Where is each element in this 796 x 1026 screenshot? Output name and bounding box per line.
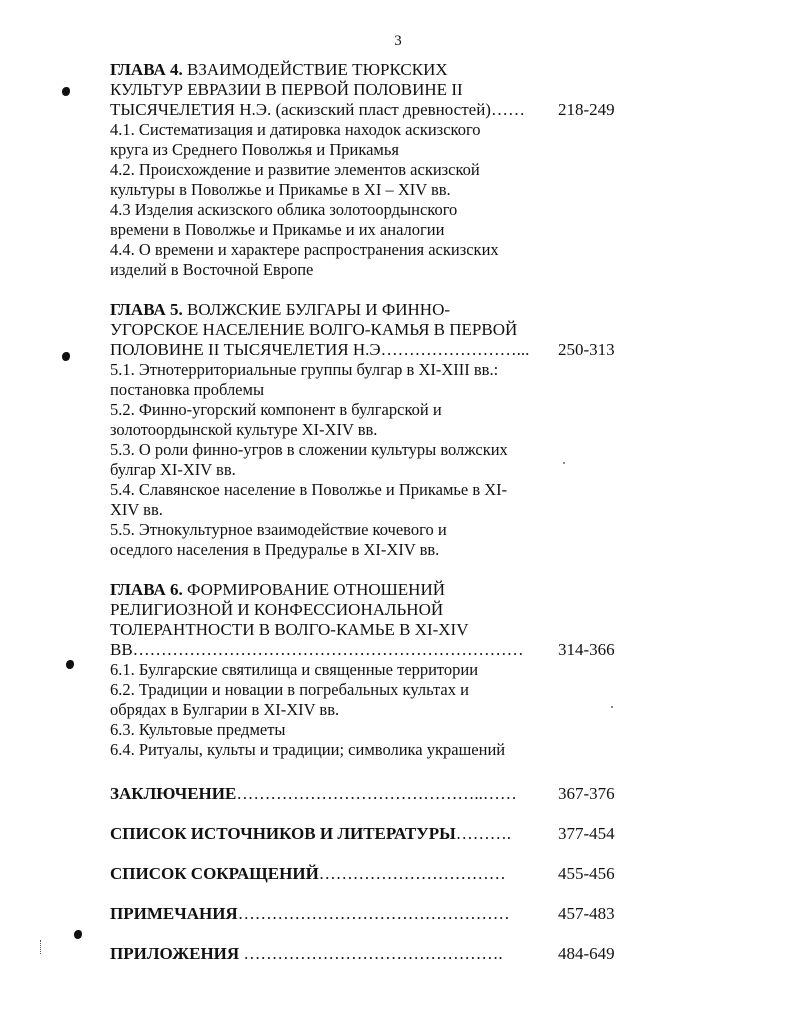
entry-leader: ………………………………………… [237, 904, 510, 923]
subsection-line: 5.1. Этнотерриториальные группы булгар в XI-XIII вв.: [110, 360, 499, 379]
entry-leader: …………………………… [318, 864, 506, 883]
chapter-title-text: УГОРСКОЕ НАСЕЛЕНИЕ ВОЛГО-КАМЬЯ В ПЕРВОЙ [110, 320, 518, 339]
entry-leader: ………………………………………. [239, 944, 503, 963]
page-range: 314-366 [558, 640, 615, 659]
subsection-line: 4.2. Происхождение и развитие элементов аскизской [110, 160, 480, 179]
edge-mark-icon [40, 940, 43, 954]
margin-mark-icon [62, 87, 70, 96]
chapter-label: ГЛАВА 6. [110, 580, 183, 599]
subsection-line: культуры в Поволжье и Прикамье в XI – XIV вв. [110, 180, 451, 199]
chapter-label: ГЛАВА 4. [110, 60, 183, 79]
chapter-5 [110, 300, 630, 560]
subsection-line: постановка проблемы [110, 380, 265, 399]
subsection-line: оседлого населения в Предуралье в XI-XIV вв. [110, 540, 440, 559]
page-range: 218-249 [558, 100, 615, 119]
subsection-line: круга из Среднего Поволжья и Прикамья [110, 140, 399, 159]
back-matter-entry [110, 943, 630, 965]
subsection-line: 5.4. Славянское население в Поволжье и Прикамье в XI- [110, 480, 508, 499]
chapter-title-line [110, 340, 630, 360]
subsection-line: 5.2. Финно-угорский компонент в булгарской и [110, 400, 442, 419]
chapter-title-text: ТОЛЕРАНТНОСТИ В ВОЛГО-КАМЬЕ В XI-XIV [110, 620, 469, 639]
page-range: 367-376 [558, 784, 615, 803]
page-range: 250-313 [558, 340, 615, 359]
page-range: 484-649 [558, 944, 615, 963]
chapter-title-line [110, 640, 630, 660]
chapter-title-text: ТЫСЯЧЕЛЕТИЯ Н.Э. (аскизский пласт древностей)…… [110, 100, 525, 119]
entry-title: ПРИМЕЧАНИЯ [110, 904, 238, 923]
chapter-title-line [110, 600, 630, 620]
chapter-title-text: ВЗАИМОДЕЙСТВИЕ ТЮРКСКИХ [182, 60, 448, 79]
subsection-line: 4.3 Изделия аскизского облика золотоордынского [110, 200, 458, 219]
chapter-title-text: ПОЛОВИНЕ II ТЫСЯЧЕЛЕТИЯ Н.Э……………………... [110, 340, 530, 359]
chapter-title-line [110, 580, 630, 600]
chapter-title-text: ВВ…………………………………………………………… [110, 640, 524, 659]
page-range: 377-454 [558, 824, 615, 843]
page-range: 455-456 [558, 864, 615, 883]
subsection-line: золотоордынской культуре XI-XIV вв. [110, 420, 378, 439]
subsection-line: 5.5. Этнокультурное взаимодействие кочевого и [110, 520, 447, 539]
entry-leader: ………. [455, 824, 512, 843]
chapter-title-line [110, 80, 630, 100]
subsection-line: 4.1. Систематизация и датировка находок аскизского [110, 120, 481, 139]
subsection-line: 6.2. Традиции и новации в погребальных культах и [110, 680, 469, 699]
entry-title: ЗАКЛЮЧЕНИЕ [110, 784, 237, 803]
subsection-line: изделий в Восточной Европе [110, 260, 314, 279]
page-range: 457-483 [558, 904, 615, 923]
back-matter-entry [110, 823, 630, 845]
page-number: 3 [394, 33, 402, 49]
chapter-6 [110, 580, 630, 760]
table-of-contents [110, 60, 630, 760]
chapter-title-line [110, 60, 630, 80]
margin-mark-icon [74, 930, 82, 939]
subsection-line: 5.3. О роли финно-угров в сложении культуры волжских [110, 440, 508, 459]
entry-title: СПИСОК ИСТОЧНИКОВ И ЛИТЕРАТУРЫ [110, 824, 456, 843]
chapter-title-text: ФОРМИРОВАНИЕ ОТНОШЕНИЙ [182, 580, 446, 599]
chapter-label: ГЛАВА 5. [110, 300, 183, 319]
entry-title: ПРИЛОЖЕНИЯ [110, 944, 240, 963]
entry-leader: ……………………………………..…… [236, 784, 517, 803]
margin-mark-icon [66, 660, 74, 669]
chapter-title-line [110, 320, 630, 340]
chapter-title-text: ВОЛЖСКИЕ БУЛГАРЫ И ФИННО- [182, 300, 451, 319]
chapter-title-text: РЕЛИГИОЗНОЙ И КОНФЕССИОНАЛЬНОЙ [110, 600, 444, 619]
back-matter-entry [110, 783, 630, 805]
subsection-line: 6.3. Культовые предметы [110, 720, 286, 739]
back-matter-entry [110, 863, 630, 885]
subsection-line: XIV вв. [110, 500, 163, 519]
margin-mark-icon [62, 352, 70, 361]
subsection-line: 6.1. Булгарские святилища и священные территории [110, 660, 479, 679]
chapter-4 [110, 60, 630, 280]
subsection-line: булгар XI-XIV вв. [110, 460, 236, 479]
chapter-title-line [110, 300, 630, 320]
chapter-title-line [110, 100, 630, 120]
chapter-title-line [110, 620, 630, 640]
subsection-line: 6.4. Ритуалы, культы и традиции; символика украшений [110, 740, 506, 759]
entry-title: СПИСОК СОКРАЩЕНИЙ [110, 864, 319, 883]
subsection-line: времени в Поволжье и Прикамье и их аналогии [110, 220, 445, 239]
subsection-line: обрядах в Булгарии в XI-XIV вв. [110, 700, 340, 719]
subsection-line: 4.4. О времени и характере распространения аскизских [110, 240, 499, 259]
back-matter-entry [110, 903, 630, 925]
chapter-title-text: КУЛЬТУР ЕВРАЗИИ В ПЕРВОЙ ПОЛОВИНЕ II [110, 80, 463, 99]
